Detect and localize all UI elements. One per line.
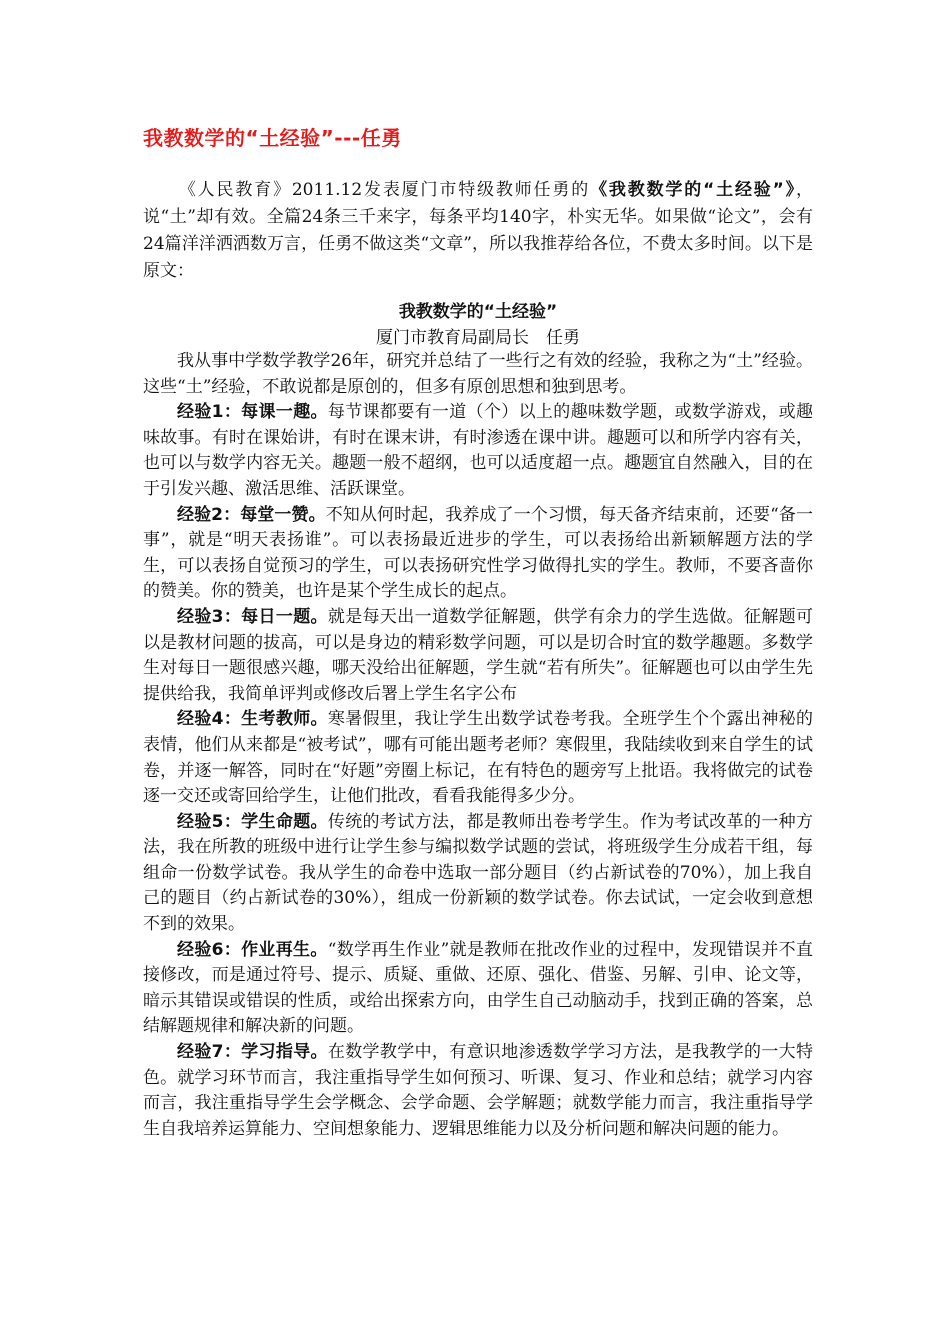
opening-paragraph: 我从事中学数学教学26年，研究并总结了一些行之有效的经验，我称之为“土”经验。这些“土”经验，不敢说都是原创的，但多有原创思想和独到思考。	[143, 351, 813, 397]
article-author: 厦门市教育局副局长 任勇	[376, 328, 580, 348]
article-body	[143, 349, 813, 1142]
experience-3	[143, 605, 813, 707]
experience-5	[143, 810, 813, 938]
experience-2	[143, 503, 813, 605]
experience-4-lead: 经验4：生考教师。	[177, 709, 328, 730]
intro-text-suffix: ，说“土”却有效。全篇24条三千来字，每条平均140字，朴实无华。如果做“论文”，会有24篇洋洋洒洒数万言，任勇不做这类“文章”，所以我推荐给各位，不费太多时间。以下是原文：	[143, 180, 813, 281]
experience-4-text: 寒暑假里，我让学生出数学试卷考我。全班学生个个露出神秘的表情，他们从来都是“被考试”，哪有可能出题考老师？寒假里，我陆续收到来自学生的试卷，并逐一解答，同时在“好题”旁圈上标记，在有特色的题旁写上批语。我将做完的试卷逐一交还或寄回给学生，让他们批改，看看我能得多少分。	[143, 709, 813, 807]
experience-3-lead: 经验3：每日一题。	[177, 606, 328, 627]
experience-7-lead: 经验7：学习指导。	[177, 1042, 328, 1063]
experience-7	[143, 1040, 813, 1142]
experience-1-lead: 经验1：每课一趣。	[177, 402, 328, 423]
experience-1	[143, 400, 813, 502]
experience-3-text: 就是每天出一道数学征解题，供学有余力的学生选做。征解题可以是教材问题的拔高，可以是身边的精彩数学问题，可以是切合时宜的数学趣题。多数学生对每日一题很感兴趣，哪天没给出征解题，学生就“若有所失”。征解题也可以由学生先提供给我，我简单评判或修改后署上学生名字公布	[143, 606, 813, 704]
article-title: 我教数学的“土经验”	[398, 302, 558, 322]
experience-2-text: 不知从何时起，我养成了一个习惯，每天备齐结束前，还要“备一事”，就是“明天表扬谁”。可以表扬最近进步的学生，可以表扬给出新颖解题方法的学生，可以表扬自觉预习的学生，可以表扬研究性学习做得扎实的学生。教师，不要吝啬你的赞美。你的赞美，也许是某个学生成长的起点。	[143, 504, 813, 602]
experience-7-text: 在数学教学中，有意识地渗透数学学习方法，是我教学的一大特色。就学习环节而言，我注重指导学生如何预习、听课、复习、作业和总结；就学习内容而言，我注重指导学生会学概念、会学命题、会学解题；就数学能力而言，我注重指导学生自我培养运算能力、空间想象能力、逻辑思维能力以及分析问题和解决问题的能力。	[143, 1042, 813, 1139]
experience-6-text: “数学再生作业”就是教师在批改作业的过程中，发现错误并不直接修改，而是通过符号、提示、质疑、重做、还原、强化、借鉴、另解、引申、论文等，暗示其错误或错误的性质，或给出探索方向，由学生自己动脑动手，找到正确的答案，总结解题规律和解决新的问题。	[143, 939, 813, 1037]
experience-1-text: 每节课都要有一道（个）以上的趣味数学题，或数学游戏，或趣味故事。有时在课始讲，有时在课末讲，有时渗透在课中讲。趣题可以和所学内容有关，也可以与数学内容无关。趣题一般不超纲，也可以适度超一点。趣题宜自然融入，目的在于引发兴趣、激活思维、活跃课堂。	[143, 402, 813, 499]
page-title: 我教数学的“土经验”---任勇	[143, 126, 402, 150]
experience-6-lead: 经验6：作业再生。	[177, 939, 328, 960]
experience-4	[143, 707, 813, 809]
intro-bold-title: 《我教数学的“土经验”》	[590, 180, 796, 200]
experience-6	[143, 938, 813, 1040]
experience-5-text: 传统的考试方法，都是教师出卷考学生。作为考试改革的一种方法，我在所教的班级中进行让学生参与编拟数学试题的尝试，将班级学生分成若干组，每组命一份数学试卷。我从学生的命卷中选取一部分题目（约占新试卷的70%），加上我自己的题目（约占新试卷的30%），组成一份新颖的数学试卷。你去试试，一定会收到意想不到的效果。	[143, 811, 813, 935]
intro-paragraph	[143, 177, 813, 285]
experience-2-lead: 经验2：每堂一赞。	[177, 504, 326, 525]
experience-5-lead: 经验5：学生命题。	[177, 811, 328, 832]
intro-text-prefix: 《人民教育》2011.12发表厦门市特级教师任勇的	[177, 180, 591, 200]
